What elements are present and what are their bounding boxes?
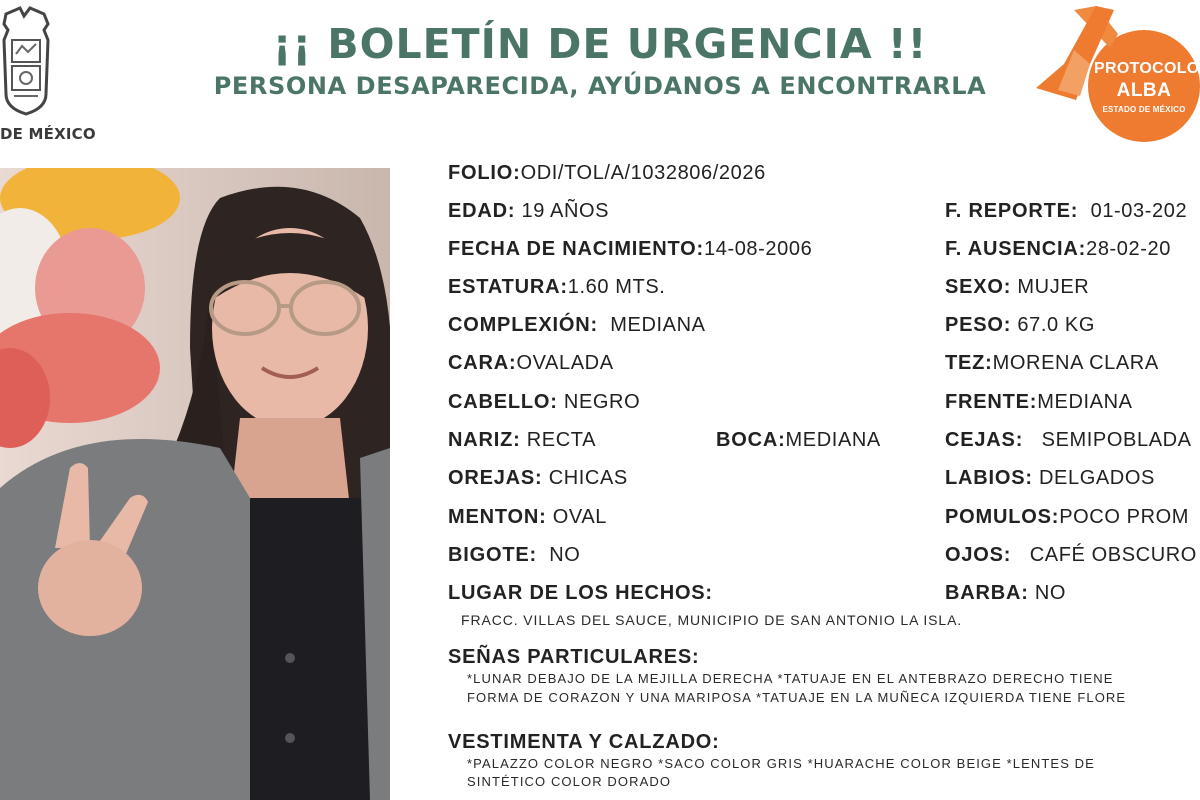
field-bigote — [448, 544, 580, 567]
value-ojos: CAFÉ OBSCURO — [1029, 544, 1197, 566]
label-barba: BARBA: — [945, 582, 1029, 604]
field-orejas — [448, 467, 628, 490]
label-tez: TEZ: — [945, 352, 993, 374]
label-estatura: ESTATURA: — [448, 276, 568, 298]
label-peso: PESO: — [945, 314, 1012, 336]
field-fecha-nacimiento — [448, 238, 812, 261]
value-bigote: NO — [549, 544, 581, 566]
value-f-ausencia: 28-02-20 — [1086, 238, 1171, 260]
alba-line3: ESTADO DE MÉXICO — [1102, 105, 1186, 114]
value-orejas: CHICAS — [548, 467, 628, 489]
value-lugar: FRACC. VILLAS DEL SAUCE, MUNICIPIO DE SAN ANTONIO LA ISLA. — [461, 612, 963, 628]
label-bigote: BIGOTE: — [448, 544, 537, 566]
value-cara: OVALADA — [516, 352, 614, 374]
field-f-reporte — [945, 200, 1187, 223]
field-nariz — [448, 429, 596, 452]
vestimenta-line1: *PALAZZO COLOR NEGRO *SACO COLOR GRIS *HUARACHE COLOR BEIGE *LENTES DE — [467, 756, 1095, 771]
field-complexion — [448, 314, 706, 337]
bulletin-title: ¡¡ BOLETÍN DE URGENCIA !! — [272, 20, 928, 68]
field-frente — [945, 391, 1133, 414]
field-pomulos — [945, 506, 1189, 529]
field-tez — [945, 352, 1159, 375]
senas-line2: FORMA DE CORAZON Y UNA MARIPOSA *TATUAJE EN LA MUÑECA IZQUIERDA TIENE FLORE — [467, 690, 1127, 705]
value-estatura: 1.60 MTS. — [567, 276, 666, 298]
senas-line1: *LUNAR DEBAJO DE LA MEJILLA DERECHA *TATUAJE EN EL ANTEBRAZO DERECHO TIENE — [467, 671, 1114, 686]
label-cara: CARA: — [448, 352, 517, 374]
value-peso: 67.0 KG — [1017, 314, 1096, 336]
alba-line1: PROTOCOLO — [1094, 60, 1200, 77]
field-ojos — [945, 544, 1197, 567]
label-labios: LABIOS: — [945, 467, 1033, 489]
field-sexo — [945, 276, 1089, 299]
label-folio: FOLIO: — [448, 162, 521, 184]
state-logo-text: DE MÉXICO — [0, 125, 96, 143]
vestimenta-line2: SINTÉTICO COLOR DORADO — [467, 774, 672, 789]
field-folio — [448, 162, 766, 185]
field-boca — [716, 429, 881, 452]
bulletin-subtitle: PERSONA DESAPARECIDA, AYÚDANOS A ENCONTRARLA — [213, 72, 987, 100]
value-boca: MEDIANA — [785, 429, 881, 451]
alba-line2: ALBA — [1116, 80, 1172, 101]
value-frente: MEDIANA — [1037, 391, 1133, 413]
field-peso — [945, 314, 1095, 337]
label-vestimenta: VESTIMENTA Y CALZADO: — [448, 731, 720, 753]
label-pomulos: POMULOS: — [945, 506, 1060, 528]
value-complexion: MEDIANA — [610, 314, 706, 336]
label-cabello: CABELLO: — [448, 391, 558, 413]
value-fecha-nacimiento: 14-08-2006 — [704, 238, 813, 260]
field-cara — [448, 352, 614, 375]
label-cejas: CEJAS: — [945, 429, 1024, 451]
value-pomulos: POCO PROM — [1059, 506, 1190, 528]
value-nariz: RECTA — [526, 429, 597, 451]
label-edad: EDAD: — [448, 200, 516, 222]
value-folio: ODI/TOL/A/1032806/2026 — [520, 162, 766, 184]
value-menton: OVAL — [552, 506, 608, 528]
value-f-reporte: 01-03-202 — [1090, 200, 1188, 222]
field-barba — [945, 582, 1066, 605]
field-menton — [448, 506, 607, 529]
field-labios — [945, 467, 1155, 490]
field-cejas — [945, 429, 1192, 452]
label-boca: BOCA: — [716, 429, 786, 451]
value-barba: NO — [1034, 582, 1067, 604]
field-f-ausencia — [945, 238, 1171, 261]
value-sexo: MUJER — [1017, 276, 1090, 298]
label-frente: FRENTE: — [945, 391, 1038, 413]
field-cabello — [448, 391, 640, 414]
label-f-reporte: F. REPORTE: — [945, 200, 1079, 222]
value-labios: DELGADOS — [1039, 467, 1155, 489]
label-complexion: COMPLEXIÓN: — [448, 314, 598, 336]
label-senas: SEÑAS PARTICULARES: — [448, 646, 700, 668]
value-cabello: NEGRO — [563, 391, 641, 413]
label-lugar: LUGAR DE LOS HECHOS: — [448, 582, 713, 604]
field-estatura — [448, 276, 665, 299]
label-orejas: OREJAS: — [448, 467, 543, 489]
label-menton: MENTON: — [448, 506, 547, 528]
value-edad: 19 AÑOS — [521, 200, 610, 222]
label-sexo: SEXO: — [945, 276, 1012, 298]
value-tez: MORENA CLARA — [992, 352, 1159, 374]
label-f-ausencia: F. AUSENCIA: — [945, 238, 1087, 260]
field-edad — [448, 200, 609, 223]
label-nariz: NARIZ: — [448, 429, 521, 451]
label-ojos: OJOS: — [945, 544, 1012, 566]
value-cejas: SEMIPOBLADA — [1041, 429, 1192, 451]
label-fecha-nacimiento: FECHA DE NACIMIENTO: — [448, 238, 704, 260]
